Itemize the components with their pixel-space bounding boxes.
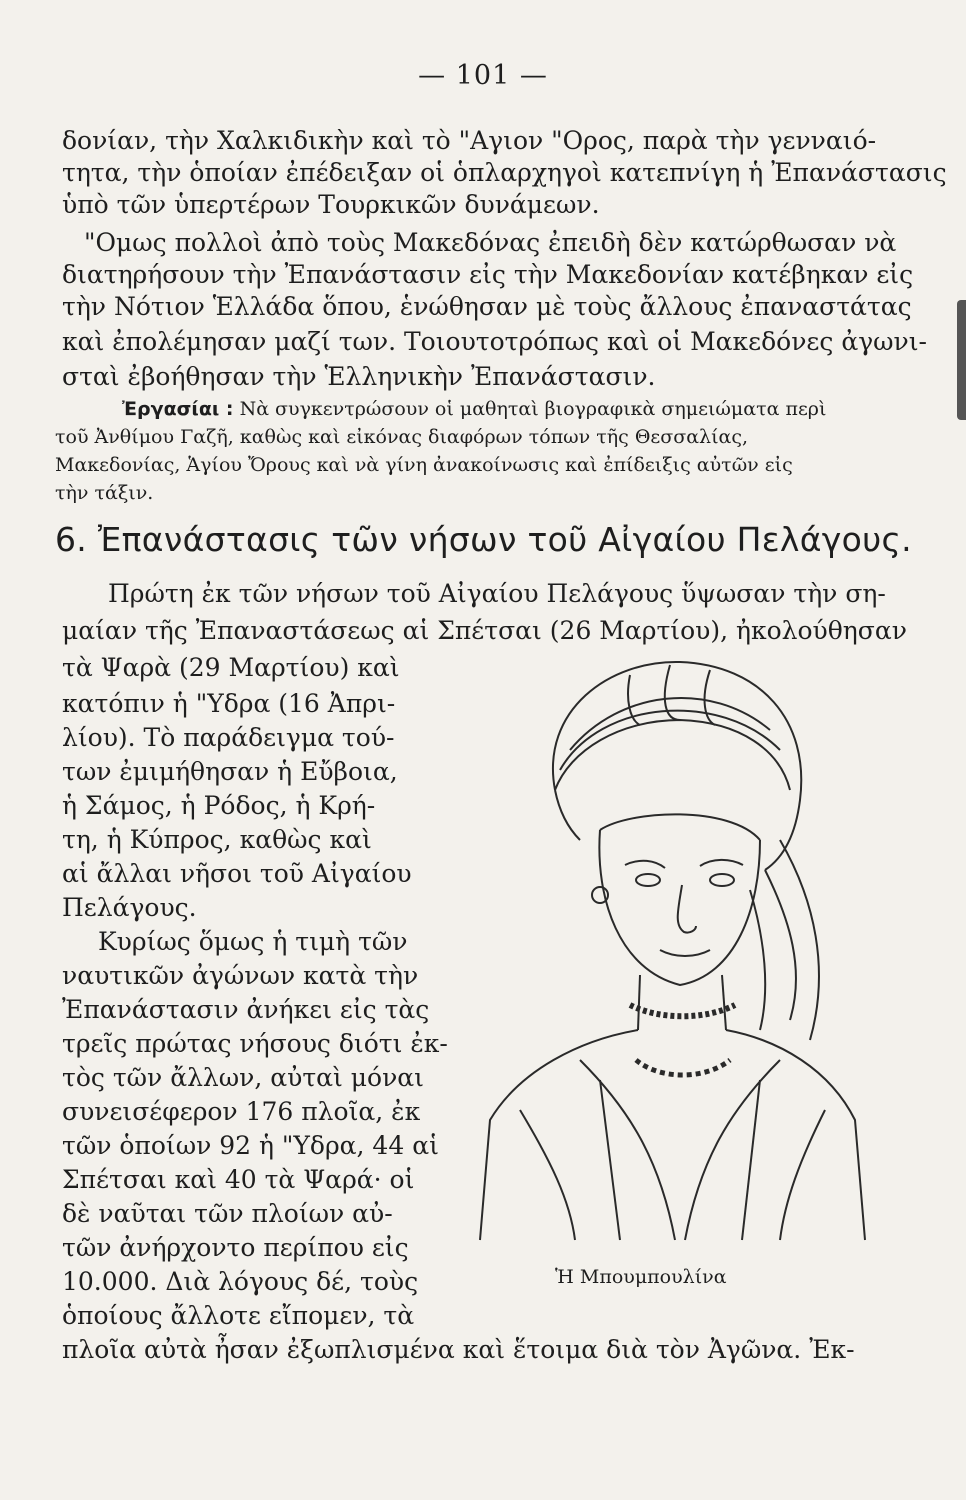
column-line: τῶν ὁποίων 92 ἡ "Υδρα, 44 αἱ [62, 1131, 439, 1160]
exercise-line-first [122, 396, 826, 422]
text-line: πλοῖα αὐτὰ ἦσαν ἐξωπλισμένα καὶ ἕτοιμα διὰ τὸν Ἀγῶνα. Ἐκ- [62, 1335, 855, 1364]
column-line: τη, ἡ Κύπρος, καθὼς καὶ [62, 825, 372, 854]
column-line: τὸς τῶν ἄλλων, αὐταὶ μόναι [62, 1063, 424, 1092]
text-line: διατηρήσουν τὴν Ἐπανάστασιν εἰς τὴν Μακεδονίαν κατέβηκαν εἰς [62, 260, 914, 289]
text-line: καὶ ἐπολέμησαν μαζί των. Τοιουτοτρόπως καὶ οἱ Μακεδόνες ἀγωνι- [62, 327, 927, 356]
text-line: δονίαν, τὴν Χαλκιδικὴν καὶ τὸ "Αγιον "Ορος, παρὰ τὴν γενναιό- [62, 126, 877, 155]
text-line: μαίαν τῆς Ἐπαναστάσεως αἱ Σπέτσαι (26 Μαρτίου), ἠκολούθησαν [62, 616, 907, 645]
binding-edge [957, 300, 966, 420]
column-line: των ἐμιμήθησαν ἡ Εὔβοια, [62, 757, 398, 786]
column-line: Κυρίως ὅμως ἡ τιμὴ τῶν [98, 927, 408, 956]
text-line: τὴν Νότιον Ἑλλάδα ὅπου, ἑνώθησαν μὲ τοὺς ἄλλους ἐπαναστάτας [62, 292, 912, 321]
column-line: Πελάγους. [62, 893, 197, 922]
column-line: τὰ Ψαρὰ (29 Μαρτίου) καὶ [62, 653, 400, 682]
exercise-line: Μακεδονίας, Ἁγίου Ὄρους καὶ νὰ γίνη ἀνακοίνωσις καὶ ἐπίδειξις αὐτῶν εἰς [55, 454, 793, 476]
column-line: κατόπιν ἡ "Υδρα (16 Ἀπρι- [62, 689, 396, 718]
column-line: αἱ ἄλλαι νῆσοι τοῦ Αἰγαίου [62, 859, 412, 888]
bouboulina-portrait [460, 640, 880, 1260]
column-line: Σπέτσαι καὶ 40 τὰ Ψαρά· οἱ [62, 1165, 415, 1194]
column-line: ναυτικῶν ἀγώνων κατὰ τὴν [62, 961, 419, 990]
page-number: — 101 — [418, 60, 548, 91]
column-line: 10.000. Διὰ λόγους δέ, τοὺς [62, 1267, 419, 1296]
text-line: ὑπὸ τῶν ὑπερτέρων Τουρκικῶν δυνάμεων. [62, 190, 600, 219]
exercise-text: Νὰ συγκεντρώσουν οἱ μαθηταὶ βιογραφικὰ σημειώματα περὶ [239, 398, 827, 420]
text-line: Πρώτη ἐκ τῶν νήσων τοῦ Αἰγαίου Πελάγους ὕψωσαν τὴν ση- [108, 579, 886, 608]
text-line: τητα, τὴν ὁποίαν ἐπέδειξαν οἱ ὁπλαρχηγοὶ κατεπνίγη ἡ Ἐπανάστασις [62, 158, 947, 187]
column-line: δὲ ναῦται τῶν πλοίων αὐ- [62, 1199, 393, 1228]
column-line: Ἐπανάστασιν ἀνήκει εἰς τὰς [62, 995, 430, 1024]
section-heading: 6. Ἐπανάστασις τῶν νήσων τοῦ Αἰγαίου Πελάγους. [55, 520, 912, 559]
text-line: "Ομως πολλοὶ ἀπὸ τοὺς Μακεδόνας ἐπειδὴ δὲν κατώρθωσαν νὰ [84, 228, 897, 257]
column-line: λίου). Τὸ παράδειγμα τού- [62, 723, 395, 752]
text-line: σταὶ ἐβοήθησαν τὴν Ἑλληνικὴν Ἐπανάστασιν. [62, 362, 656, 391]
exercise-line: τὴν τάξιν. [55, 482, 154, 504]
portrait-caption: Ἡ Μπουμπουλίνα [555, 1266, 727, 1288]
column-line: ὁποίους ἄλλοτε εἴπομεν, τὰ [62, 1301, 415, 1330]
column-line: ἡ Σάμος, ἡ Ρόδος, ἡ Κρή- [62, 791, 376, 820]
exercise-line: τοῦ Ἀνθίμου Γαζῆ, καθὼς καὶ εἰκόνας διαφόρων τόπων τῆς Θεσσαλίας, [55, 426, 749, 448]
column-line: τῶν ἀνήρχοντο περίπου εἰς [62, 1233, 409, 1262]
column-line: τρεῖς πρώτας νήσους διότι ἐκ- [62, 1029, 448, 1058]
exercise-label: Ἐργασίαι : [122, 398, 234, 420]
column-line: συνεισέφερον 176 πλοῖα, ἐκ [62, 1097, 421, 1126]
